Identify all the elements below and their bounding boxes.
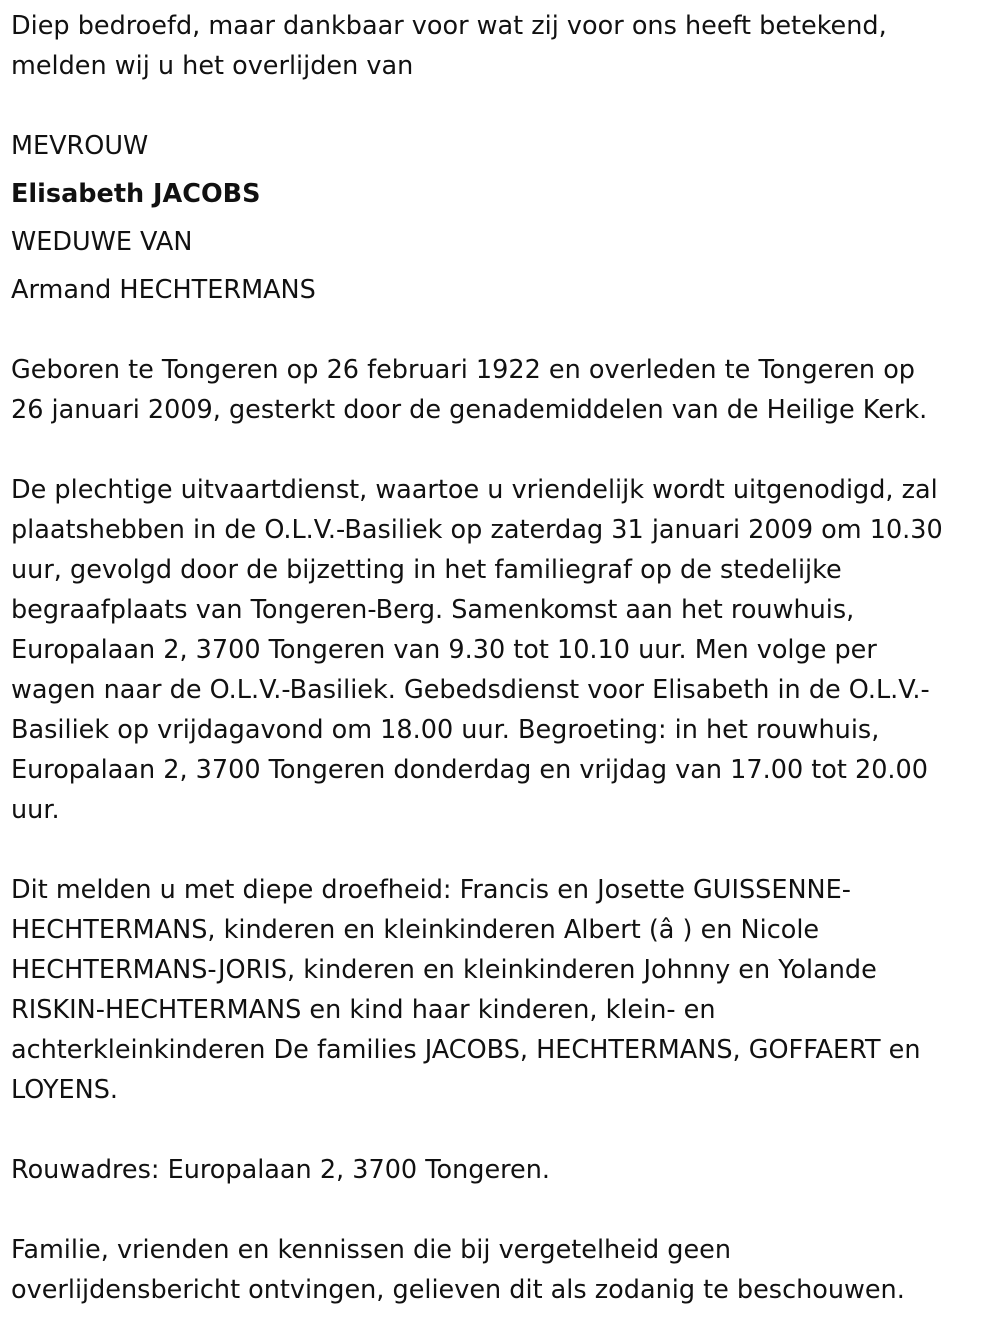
family-line: HECHTERMANS-JORIS, kinderen en kleinkinderen Johnny en Yolande [11, 955, 877, 985]
intro-line: melden wij u het overlijden van [11, 51, 414, 81]
service-line: uur, gevolgd door de bijzetting in het familiegraf op de stedelijke [11, 555, 842, 585]
closing-paragraph [11, 1230, 1000, 1310]
spacer [11, 166, 1000, 174]
service-line: begraafplaats van Tongeren-Berg. Samenkomst aan het rouwhuis, [11, 595, 855, 625]
service-line: Europalaan 2, 3700 Tongeren donderdag en vrijdag van 17.00 tot 20.00 [11, 755, 928, 785]
family-line: HECHTERMANS, kinderen en kleinkinderen Albert (â ) en Nicole [11, 915, 820, 945]
deceased-title: MEVROUW [11, 131, 149, 161]
intro-paragraph [11, 6, 1000, 86]
deceased-name: Elisabeth JACOBS [11, 179, 261, 209]
widow-label: WEDUWE VAN [11, 227, 193, 257]
family-line: Dit melden u met diepe droefheid: Francis en Josette GUISSENNE- [11, 875, 851, 905]
service-line: wagen naar de O.L.V.-Basiliek. Gebedsdienst voor Elisabeth in de O.L.V.- [11, 675, 930, 705]
spacer [11, 86, 1000, 126]
spouse-name: Armand HECHTERMANS [11, 275, 316, 305]
service-line: uur. [11, 795, 60, 825]
spacer [11, 430, 1000, 470]
spacer [11, 1190, 1000, 1230]
birth-death-line: 26 januari 2009, gesterkt door de genademiddelen van de Heilige Kerk. [11, 395, 928, 425]
family-line: achterkleinkinderen De families JACOBS, HECHTERMANS, GOFFAERT en [11, 1035, 921, 1065]
family-paragraph [11, 870, 1000, 1110]
spacer [11, 1110, 1000, 1150]
spacer [11, 262, 1000, 270]
service-line: Basiliek op vrijdagavond om 18.00 uur. Begroeting: in het rouwhuis, [11, 715, 880, 745]
spacer [11, 830, 1000, 870]
spacer [11, 310, 1000, 350]
service-line: Europalaan 2, 3700 Tongeren van 9.30 tot 10.10 uur. Men volge per [11, 635, 877, 665]
intro-line: Diep bedroefd, maar dankbaar voor wat zij voor ons heeft betekend, [11, 11, 887, 41]
family-line: RISKIN-HECHTERMANS en kind haar kinderen, klein- en [11, 995, 716, 1025]
spacer [11, 214, 1000, 222]
service-line: De plechtige uitvaartdienst, waartoe u vriendelijk wordt uitgenodigd, zal [11, 475, 938, 505]
service-paragraph [11, 470, 1000, 830]
birth-death-paragraph [11, 350, 1000, 430]
service-line: plaatshebben in de O.L.V.-Basiliek op zaterdag 31 januari 2009 om 10.30 [11, 515, 943, 545]
closing-line: Familie, vrienden en kennissen die bij vergetelheid geen [11, 1235, 731, 1265]
birth-death-line: Geboren te Tongeren op 26 februari 1922 en overleden te Tongeren op [11, 355, 915, 385]
closing-line: overlijdensbericht ontvingen, gelieven dit als zodanig te beschouwen. [11, 1275, 905, 1305]
mourning-address: Rouwadres: Europalaan 2, 3700 Tongeren. [11, 1155, 551, 1185]
family-line: LOYENS. [11, 1075, 119, 1105]
